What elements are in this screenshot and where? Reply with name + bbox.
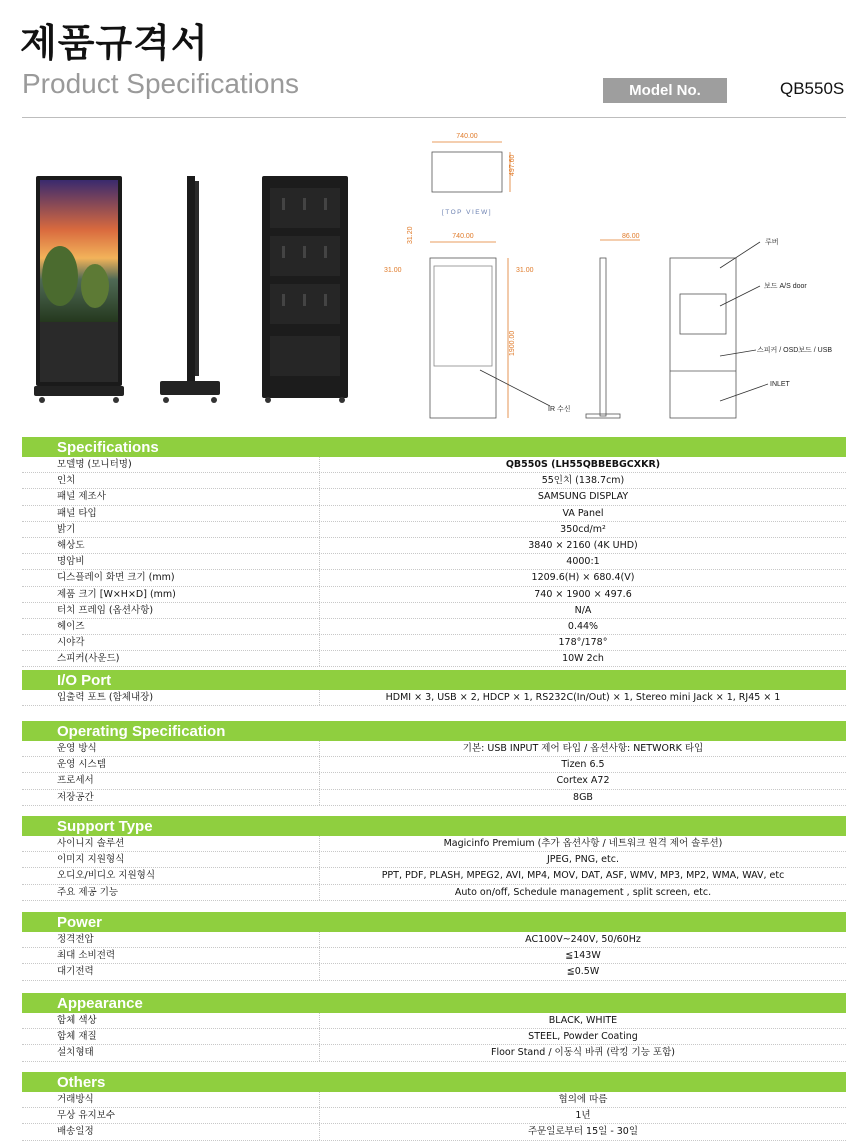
spec-row (22, 964, 846, 980)
spec-row (22, 852, 846, 868)
spec-section (22, 816, 846, 901)
page-title-english: Product Specifications (22, 68, 300, 99)
spec-label: 함체 재질 (22, 1029, 320, 1044)
spec-value: PPT, PDF, PLASH, MPEG2, AVI, MP4, MOV, DAT, ASF, WMV, MP3, MP2, WMA, WAV, etc (381, 870, 785, 882)
model-number-value: QB550S (780, 79, 845, 98)
kiosk-side-photo (160, 176, 220, 403)
spec-row (22, 570, 846, 586)
spec-row (22, 868, 846, 884)
section-header: Support Type (22, 816, 846, 836)
spec-label: 명암비 (22, 554, 320, 569)
spec-value: 55인치 (138.7cm) (541, 475, 625, 487)
dim-height: 1900.00 (509, 330, 516, 356)
spec-label: 해상도 (22, 538, 320, 553)
spec-value: Floor Stand / 이동식 바퀴 (락킹 기능 포함) (491, 1047, 675, 1059)
spec-label: 거래방식 (22, 1092, 320, 1107)
spec-value: BLACK, WHITE (548, 1015, 618, 1026)
spec-section (22, 670, 846, 706)
spec-value: 350cd/m² (560, 523, 606, 535)
spec-value: 협의에 따름 (558, 1094, 608, 1105)
spec-label: 운영 시스템 (22, 757, 320, 772)
dim-top-width: 740.00 (456, 133, 478, 140)
spec-label: 저장공간 (22, 790, 320, 805)
spec-label: 배송일정 (22, 1124, 320, 1139)
section-header: Others (22, 1072, 846, 1092)
spec-row (22, 538, 846, 554)
section-header: Operating Specification (22, 721, 846, 741)
spec-value: Magicinfo Premium (추가 옵션사항 / 네트워크 원격 제어 솔루션) (443, 838, 723, 849)
spec-value: STEEL, Powder Coating (528, 1031, 638, 1043)
callout-board-door: 보드 A/S door (764, 283, 807, 290)
ir-receiver-label: IR 수신 (548, 406, 571, 413)
spec-section (22, 437, 846, 667)
spec-label: 최대 소비전력 (22, 948, 320, 963)
spec-value: Cortex A72 (556, 775, 610, 787)
spec-row (22, 1013, 846, 1029)
spec-label: 모델명 (모니터명) (22, 457, 320, 472)
spec-row (22, 1108, 846, 1124)
dim-offset-top: 31.20 (407, 226, 414, 244)
spec-row (22, 836, 846, 852)
model-number-label: Model No. (603, 78, 727, 103)
spec-row (22, 651, 846, 667)
spec-value: AC100V~240V, 50/60Hz (525, 934, 641, 945)
spec-row (22, 489, 846, 505)
spec-row (22, 635, 846, 651)
spec-label: 디스플레이 화면 크기 (mm) (22, 570, 320, 585)
spec-label: 대기전력 (22, 964, 320, 979)
callout-louver: 루버 (765, 239, 779, 246)
spec-row (22, 1045, 846, 1061)
spec-label: 함체 색상 (22, 1013, 320, 1028)
section-header: Power (22, 912, 846, 932)
spec-value: 178°/178° (558, 637, 608, 649)
spec-label: 주요 제공 기능 (22, 885, 320, 900)
spec-value: Auto on/off, Schedule management , split screen, etc. (454, 886, 712, 898)
spec-row (22, 554, 846, 570)
section-header: I/O Port (22, 670, 846, 690)
spec-label: 오디오/비디오 지원형식 (22, 868, 320, 883)
spec-value: 1209.6(H) × 680.4(V) (531, 572, 635, 584)
spec-row (22, 757, 846, 773)
spec-value: 8GB (573, 791, 593, 803)
spec-value: ≦143W (565, 950, 601, 962)
spec-label: 헤이즈 (22, 619, 320, 634)
header-divider (22, 117, 846, 118)
spec-value: JPEG, PNG, etc. (547, 854, 619, 866)
spec-value: SAMSUNG DISPLAY (537, 491, 629, 503)
top-view-label: [TOP VIEW] (441, 209, 493, 216)
callout-inlet: INLET (770, 381, 790, 388)
spec-row (22, 932, 846, 948)
spec-section (22, 912, 846, 981)
spec-label: 이미지 지원형식 (22, 852, 320, 867)
spec-row (22, 506, 846, 522)
spec-label: 입출력 포트 (함체내장) (22, 690, 320, 705)
spec-row (22, 773, 846, 789)
section-header: Appearance (22, 993, 846, 1013)
spec-row (22, 790, 846, 806)
spec-value: 0.44% (567, 620, 599, 632)
spec-label: 터치 프레임 (옵션사항) (22, 603, 320, 618)
spec-value: N/A (574, 604, 592, 616)
spec-value: Tizen 6.5 (561, 759, 605, 771)
spec-row (22, 1092, 846, 1108)
spec-section (22, 721, 846, 806)
spec-label: 운영 방식 (22, 741, 320, 756)
spec-value: 10W 2ch (562, 653, 604, 665)
spec-value: QB550S (LH55QBBEBGCXKR) (505, 459, 661, 470)
spec-section (22, 1072, 846, 1141)
spec-value: 1년 (575, 1110, 591, 1122)
spec-label: 제품 크기 [W×H×D] (mm) (22, 587, 320, 602)
kiosk-front-photo (34, 176, 124, 403)
spec-label: 정격전압 (22, 932, 320, 947)
spec-label: 사이니지 솔루션 (22, 836, 320, 851)
spec-row (22, 603, 846, 619)
top-view-drawing (432, 142, 510, 192)
kiosk-back-photo (262, 176, 348, 403)
spec-row (22, 1029, 846, 1045)
spec-value: 기본: USB INPUT 제어 타입 / 옵션사항: NETWORK 타입 (462, 743, 704, 754)
spec-row (22, 457, 846, 473)
side-view-drawing (586, 240, 640, 418)
spec-label: 밝기 (22, 522, 320, 537)
spec-row (22, 619, 846, 635)
dim-offset-right: 31.00 (516, 267, 534, 274)
spec-label: 프로세서 (22, 773, 320, 788)
page-title-korean: 제품규격서 (20, 21, 209, 65)
callout-speaker-osd-usb: 스피커 / OSD보드 / USB (757, 347, 833, 354)
spec-row (22, 948, 846, 964)
spec-row (22, 473, 846, 489)
spec-value: ≦0.5W (566, 966, 600, 978)
spec-row (22, 1124, 846, 1140)
spec-row (22, 741, 846, 757)
spec-value: 740 × 1900 × 497.6 (534, 588, 632, 600)
spec-label: 무상 유지보수 (22, 1108, 320, 1123)
spec-value: 3840 × 2160 (4K UHD) (528, 539, 638, 551)
product-illustration (20, 126, 850, 432)
spec-row (22, 690, 846, 706)
spec-label: 패널 제조사 (22, 489, 320, 504)
dim-front-width: 740.00 (452, 233, 474, 240)
spec-value: 4000:1 (566, 556, 600, 568)
spec-row (22, 885, 846, 901)
spec-value: HDMI × 3, USB × 2, HDCP × 1, RS232C(In/Out) × 1, Stereo mini Jack × 1, RJ45 × 1 (385, 692, 781, 703)
spec-row (22, 522, 846, 538)
back-view-drawing (670, 242, 768, 418)
spec-row (22, 587, 846, 603)
spec-value: 주문일로부터 15일 - 30일 (527, 1126, 639, 1138)
spec-value: VA Panel (562, 507, 604, 519)
dim-top-depth: 497.60 (509, 154, 516, 176)
spec-label: 설치형태 (22, 1045, 320, 1060)
spec-label: 인치 (22, 473, 320, 488)
section-header: Specifications (22, 437, 846, 457)
spec-label: 스피커(사운드) (22, 651, 320, 666)
spec-label: 시야각 (22, 635, 320, 650)
dim-offset-left: 31.00 (384, 267, 402, 274)
spec-section (22, 993, 846, 1062)
spec-label: 패널 타입 (22, 506, 320, 521)
dim-side-depth: 86.00 (622, 233, 640, 240)
